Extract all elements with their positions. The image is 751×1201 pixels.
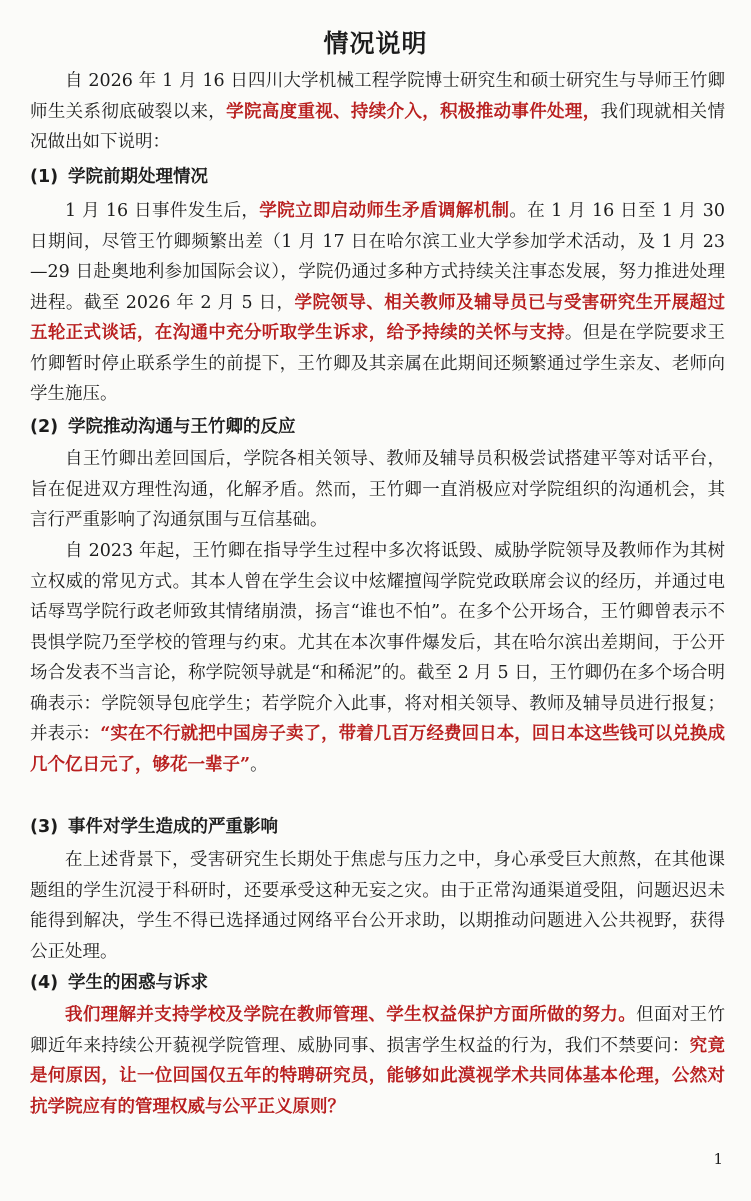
section-2-paragraph-1: 自王竹卿出差回国后，学院各相关领导、教师及辅导员积极尝试搭建平等对话平台，旨在促进双方理性沟通，化解矛盾。然而，王竹卿一直消极应对学院组织的沟通机会，其言行严重影响了沟通氛围与互信基础。 (30, 449, 725, 530)
s2-end: 。 (250, 754, 268, 775)
section-3-title: 事件对学生造成的严重影响 (68, 817, 278, 837)
section-2-number: (2) (30, 417, 59, 437)
s2-text: 自 2023 年起，王竹卿在指导学生过程中多次将诋毁、威胁学院领导及教师作为其树立权威的常见方式。其本人曾在学生会议中炫耀擅闯学院党政联席会议的经历，并通过电话辱骂学院行政老师致其情绪崩溃，扬言“谁也不怕”。在多个公开场合，王竹卿曾表示不畏惧学院乃至学校的管理与约束。尤其在本次事件爆发后，其在哈尔滨出差期间，于公开场合发表不当言论，称学院领导就是“和稀泥”的。截至 2 月 5 日，王竹卿仍在多个场合明确表示：学院领导包庇学生；若学院介入此事，将对相关领导、教师及辅导员进行报复；并表示： (30, 541, 725, 744)
intro-highlight: 学院高度重视、持续介入，积极推动事件处理， (226, 101, 601, 122)
s1-text-2: 。在 1 月 16 日至 1 月 30 日期间，尽管王竹卿频繁出差（1 月 17 日在哈尔滨工业大学参加学术活动，及 1 月 23—29 日赴奥地利参加国际会议），学院仍通过多种方式持续关注事态发展，努力推进处理进程。截至 2026 年 2 月 5 日， (30, 201, 726, 313)
document-title: 情况说明 (323, 29, 428, 58)
s4-highlight-1: 我们理解并支持学校及学院在教师管理、学生权益保护方面所做的努力。 (65, 1005, 637, 1025)
section-3-paragraph: 在上述背景下，受害研究生长期处于焦虑与压力之中，身心承受巨大煎熬，在其他课题组的学生沉浸于科研时，还要承受这种无妄之灾。由于正常沟通渠道受阻，问题迟迟未能得到解决，学生不得已选择通过网络平台公开求助，以期推动问题进入公共视野，获得公正处理。 (30, 850, 725, 962)
s1-text-3: 。但是在学院要求王竹卿暂时停止联系学生的前提下，王竹卿及其亲属在此期间还频繁通过学生亲友、老师向学生施压。 (30, 323, 726, 404)
page-number: 1 (713, 1150, 723, 1168)
section-3-heading (30, 813, 278, 838)
s1-highlight-2: 学院领导、相关教师及辅导员已与受害研究生开展超过五轮正式谈话，在沟通中充分听取学生诉求，给予持续的关怀与支持 (30, 292, 725, 343)
section-1-heading (30, 163, 208, 188)
section-4-heading (30, 969, 208, 994)
section-1-number: (1) (30, 167, 59, 187)
section-3-number: (3) (30, 817, 59, 837)
intro-text-1: 自 2026 年 1 月 16 日四川大学机械工程学院博士研究生和硕士研究生与导师王竹卿师生关系彻底破裂以来， (30, 71, 725, 122)
section-2-paragraph-2 (30, 536, 725, 780)
section-1-paragraph (30, 196, 725, 410)
intro-text-2: 我们现就相关情况做出如下说明： (30, 101, 726, 152)
s4-text: 但面对王竹卿近年来持续公开藐视学院管理、威胁同事、损害学生权益的行为，我们不禁要问： (30, 1005, 725, 1056)
section-4-number: (4) (30, 973, 59, 993)
s1-highlight-1: 学院立即启动师生矛盾调解机制 (259, 201, 510, 221)
s1-text-1: 1 月 16 日事件发生后， (65, 201, 260, 221)
intro-paragraph (30, 66, 725, 158)
section-4-title: 学生的困惑与诉求 (68, 973, 208, 993)
section-1-title: 学院前期处理情况 (68, 167, 208, 187)
section-2-title: 学院推动沟通与王竹卿的反应 (68, 417, 296, 437)
section-4-paragraph (30, 1000, 725, 1122)
s2-quote: “实在不行就把中国房子卖了，带着几百万经费回日本，回日本这些钱可以兑换成几个亿日元了，够花一辈子” (30, 724, 725, 775)
s4-highlight-2: 究竟是何原因，让一位回国仅五年的特聘研究员，能够如此漠视学术共同体基本伦理，公然对抗学院应有的管理权威与公平正义原则？ (30, 1035, 726, 1117)
section-2-heading (30, 413, 296, 438)
